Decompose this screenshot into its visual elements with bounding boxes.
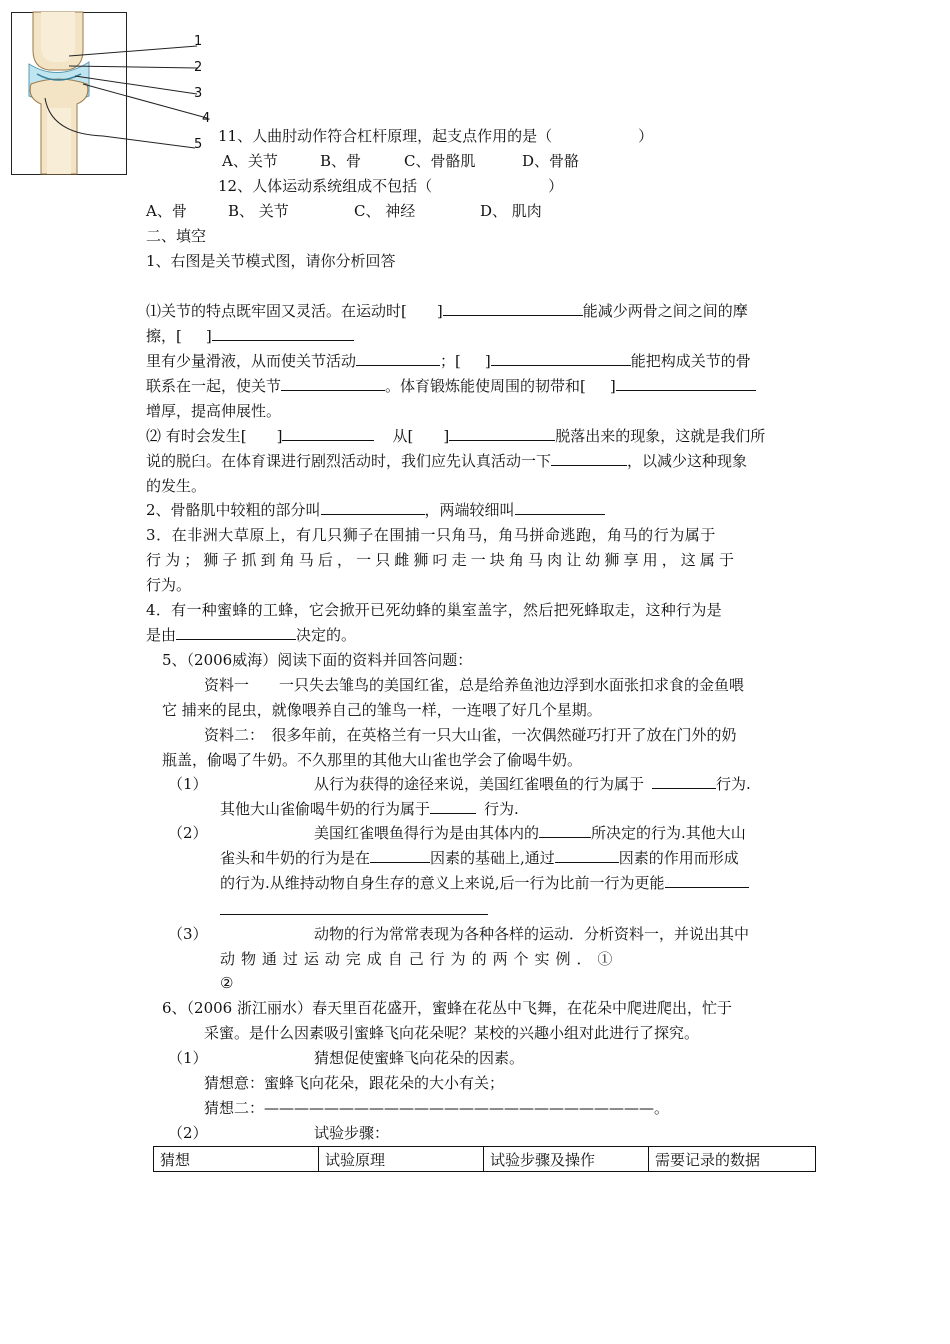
q5-sub-2-line-1: 美国红雀喂鱼得行为是由其体内的 所决定的行为.其他大山 <box>314 824 746 842</box>
table-header-cell: 试验原理 <box>319 1147 484 1172</box>
answer-blank[interactable] <box>176 625 296 640</box>
table-header-cell: 需要记录的数据 <box>649 1147 816 1172</box>
fill-4-line-2: 是由 决定的。 <box>146 626 357 644</box>
answer-blank[interactable] <box>555 848 619 863</box>
fill-1-line-2: 擦，[ ] <box>146 326 354 346</box>
q5-sub-1-number: （1） <box>168 775 208 793</box>
q5-material-1-line-1: 资料一 一只失去雏鸟的美国红雀，总是给养鱼池边浮到水面张扣求食的金鱼喂 <box>204 676 745 694</box>
fill-3-line-1: 3．在非洲大草原上，有几只狮子在围捕一只角马，角马拼命逃跑，角马的行为属于 <box>146 526 716 544</box>
q12-option-c[interactable]: C、 神经 <box>354 202 416 220</box>
q5-sub-3-line-3: ② <box>220 974 234 992</box>
q11-option-c[interactable]: C、骨骼肌 <box>404 152 476 170</box>
answer-blank[interactable] <box>443 301 583 316</box>
table-header-cell: 试验步骤及操作 <box>484 1147 649 1172</box>
fill-3-line-3: 行为。 <box>146 576 192 594</box>
fill-1-line-8: 的发生。 <box>146 477 207 495</box>
table-header-row <box>154 1147 816 1172</box>
answer-line[interactable] <box>220 914 488 915</box>
q5-sub-1-line-1: 从行为获得的途径来说，美国红雀喂鱼的行为属于 行为. <box>314 775 751 793</box>
answer-blank[interactable] <box>515 500 605 515</box>
q11-option-d[interactable]: D、骨骼 <box>522 152 580 170</box>
figure-label-5: 5 <box>194 137 203 152</box>
fill-1-line-7: 说的脱臼。在体育课进行剧烈活动时，我们应先认真活动一下 ，以减少这种现象 <box>146 452 748 470</box>
figure-label-1: 1 <box>194 34 203 49</box>
section-title: 二、填空 <box>146 227 207 245</box>
figure-label-4: 4 <box>202 111 211 126</box>
question-12: 12、人体运动系统组成不包括（ ） <box>218 177 564 195</box>
answer-blank[interactable] <box>665 873 749 888</box>
q6-sub-2-text: 试验步骤： <box>314 1124 390 1142</box>
answer-blank[interactable] <box>321 500 425 515</box>
joint-illustration <box>11 12 211 182</box>
q5-material-2-line-2: 瓶盖，偷喝了牛奶。不久那里的其他大山雀也学会了偷喝牛奶。 <box>162 751 583 769</box>
q5-title: 5、（2006威海）阅读下面的资料并回答问题： <box>162 651 473 669</box>
answer-blank[interactable] <box>449 426 555 441</box>
q5-sub-1-line-2: 其他大山雀偷喝牛奶的行为属于 行为. <box>220 800 519 818</box>
joint-diagram <box>11 12 127 175</box>
q6-guess-2[interactable]: 猜想二：——————————————————————————。 <box>204 1099 670 1117</box>
q6-guess-1: 猜想意：蜜蜂飞向花朵，跟花朵的大小有关； <box>204 1074 505 1092</box>
fill-1-line-4: 联系在一起，使关节 。体育锻炼能使周围的韧带和[ ] <box>146 376 756 396</box>
q5-sub-3-number: （3） <box>168 925 208 943</box>
q5-material-2-line-1: 资料二： 很多年前，在英格兰有一只大山雀，一次偶然碰巧打开了放在门外的奶 <box>204 726 737 744</box>
q11-option-a[interactable]: A、关节 <box>222 152 278 170</box>
answer-blank[interactable] <box>616 376 756 391</box>
fill-1-line-6: ⑵ 有时会发生[ ] 从[ ] 脱落出来的现象，这就是我们所 <box>146 427 766 445</box>
q5-material-1-line-2: 它 捕来的昆虫，就像喂养自己的雏鸟一样，一连喂了好几个星期。 <box>162 701 602 719</box>
q6-sub-1-text: 猜想促使蜜蜂飞向花朵的因素。 <box>314 1049 525 1067</box>
q12-option-a[interactable]: A、骨 <box>146 202 187 220</box>
answer-blank[interactable] <box>282 426 374 441</box>
q11-options <box>222 151 579 171</box>
q6-sub-2-number: （2） <box>168 1124 208 1142</box>
fill-1-line-5: 增厚，提高伸展性。 <box>146 402 282 420</box>
question-11: 11、人曲肘动作符合杠杆原理，起支点作用的是（ ） <box>218 127 654 145</box>
answer-blank[interactable] <box>370 848 430 863</box>
answer-blank[interactable] <box>491 351 631 366</box>
answer-blank[interactable] <box>539 823 591 838</box>
figure-label-2: 2 <box>194 60 203 75</box>
fill-3-line-2: 行为；狮子抓到角马后，一只雌狮叼走一块角马肉让幼狮享用，这属于 <box>146 551 739 569</box>
q12-option-b[interactable]: B、 关节 <box>228 202 289 220</box>
answer-blank[interactable] <box>281 376 385 391</box>
table-header-cell: 猜想 <box>154 1147 319 1172</box>
answer-blank[interactable] <box>212 326 354 341</box>
fill-1-intro: 1、右图是关节模式图，请你分析回答 <box>146 252 396 270</box>
q5-sub-3-line-2: 动 物 通 过 运 动 完 成 自 己 行 为 的 两 个 实 例 ． ① <box>220 950 614 968</box>
q5-sub-2-line-3: 的行为.从维持动物自身生存的意义上来说,后一行为比前一行为更能 <box>220 873 749 893</box>
figure-label-3: 3 <box>194 86 203 101</box>
q5-sub-2-number: （2） <box>168 824 208 842</box>
q12-option-d[interactable]: D、 肌肉 <box>480 202 542 220</box>
answer-blank[interactable] <box>551 451 627 466</box>
q11-stem: 11、人曲肘动作符合杠杆原理，起支点作用的是（ <box>218 127 553 145</box>
fill-1-line-3: 里有少量滑液，从而使关节活动 ；[ ] 能把构成关节的骨 <box>146 352 751 370</box>
q6-line-2: 采蜜。是什么因素吸引蜜蜂飞向花朵呢？某校的兴趣小组对此进行了探究。 <box>204 1024 700 1042</box>
q5-sub-2-line-2: 雀头和牛奶的行为是在 因素的基础上,通过 因素的作用而形成 <box>220 849 739 867</box>
q6-line-1: 6、（2006 浙江丽水）春天里百花盛开，蜜蜂在花丛中飞舞，在花朵中爬进爬出，忙于 <box>162 999 732 1017</box>
fill-4-line-1: 4．有一种蜜蜂的工蜂，它会掀开已死幼蜂的巢室盖字，然后把死蜂取走，这种行为是 <box>146 601 722 619</box>
fill-1-line-1: ⑴关节的特点既牢固又灵活。在运动时[ ] 能减少两骨之间之间的摩 <box>146 302 748 320</box>
answer-blank[interactable] <box>356 351 440 366</box>
fill-2: 2、骨骼肌中较粗的部分叫 ，两端较细叫 <box>146 500 605 520</box>
q12-options <box>146 201 542 221</box>
q6-sub-1-number: （1） <box>168 1049 208 1067</box>
experiment-table <box>153 1146 816 1172</box>
q11-option-b[interactable]: B、骨 <box>320 152 362 170</box>
q5-sub-3-line-1: 动物的行为常常表现为各种各样的运动．分析资料一，并说出其中 <box>314 925 750 943</box>
answer-blank[interactable] <box>652 774 716 789</box>
answer-blank[interactable] <box>430 799 476 814</box>
q12-stem: 12、人体运动系统组成不包括（ <box>218 177 433 195</box>
